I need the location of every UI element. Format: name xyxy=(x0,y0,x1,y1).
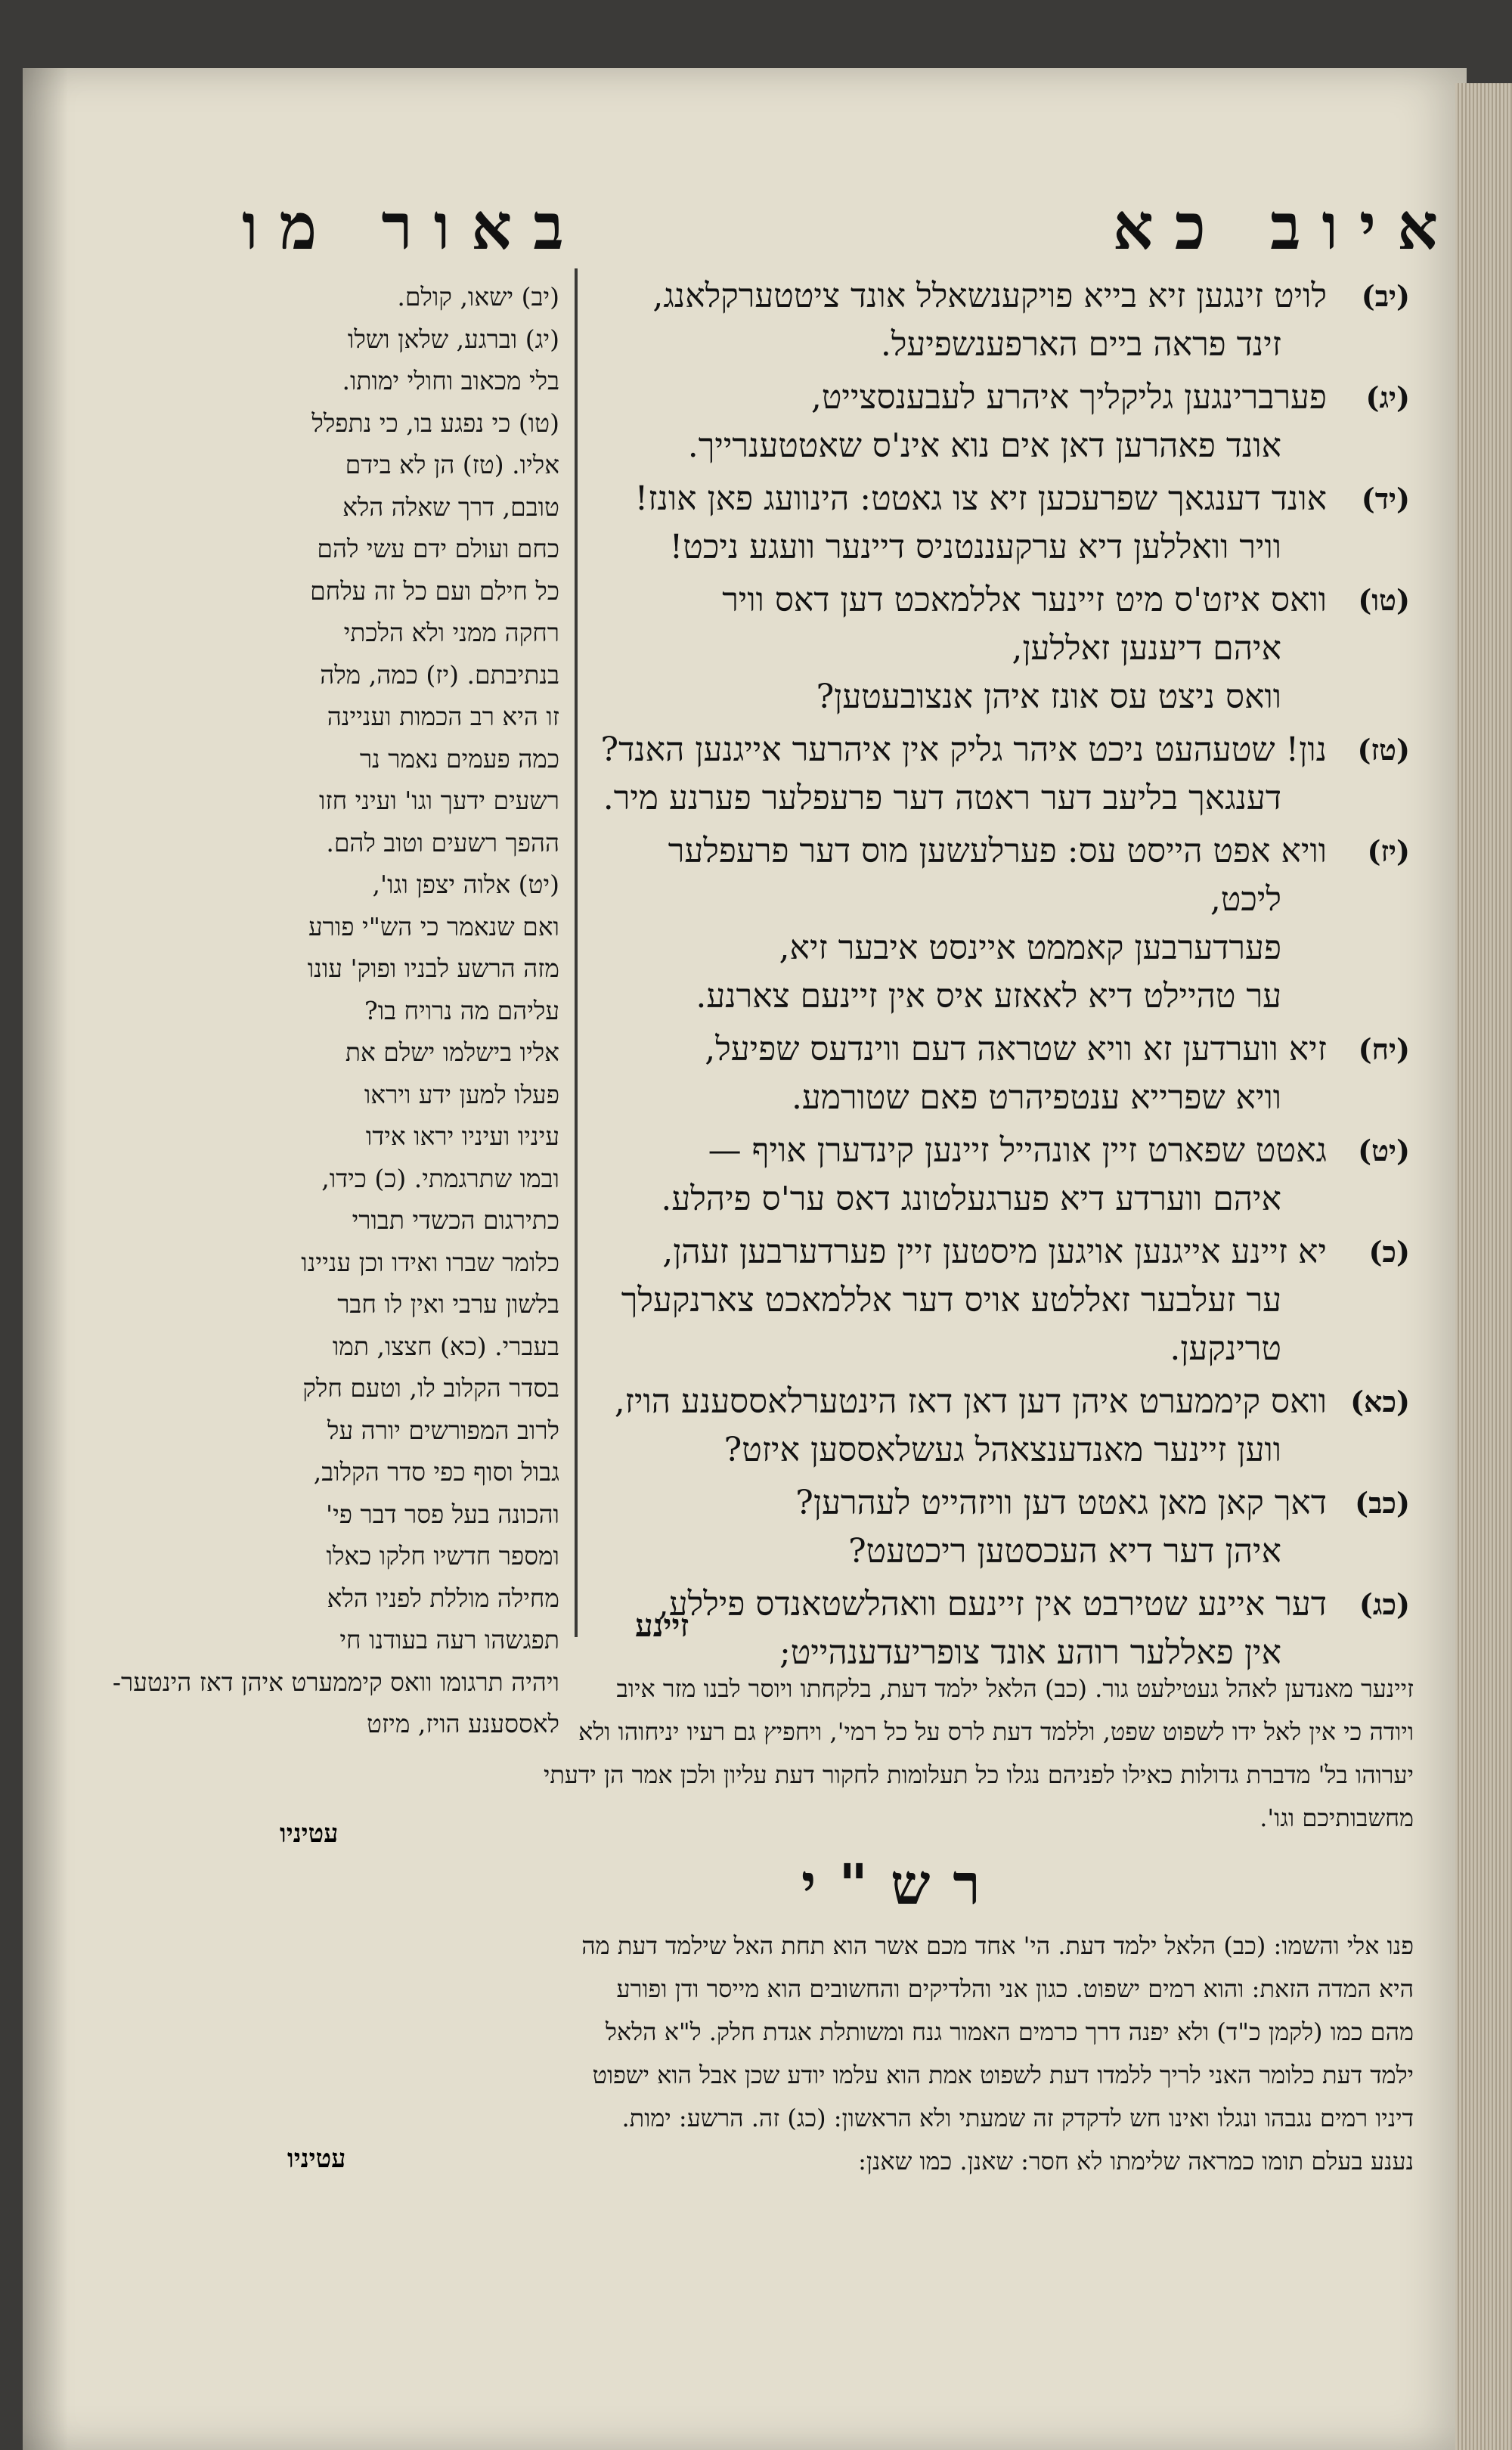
verse-line: זינד פראה ביים הארפענשפיעל. xyxy=(880,325,1281,364)
verse-number: (יד) xyxy=(1361,482,1410,516)
verse xyxy=(605,1025,1410,1122)
commentary-line: רשעים ידעך וגו' ועיני חזו xyxy=(318,786,559,815)
verse-line: גאטט שפארט זיין אונהייל זיינען קינדערן אויף — xyxy=(708,1131,1327,1170)
verse-line: איהן דער דיא העכסטען ריכטעט? xyxy=(848,1532,1281,1571)
verse-line: פערברינגען גליקליך איהרע לעבענסצייט, xyxy=(810,378,1327,417)
verse-line: וואס קיממערט איהן דען דאן דאז הינטערלאססענע הויז, xyxy=(614,1382,1327,1421)
verse-line: ווען זיינער מאנדענצאהל געשלאססען איזט? xyxy=(723,1431,1281,1469)
verse-number: (כא) xyxy=(1350,1385,1410,1419)
commentary-line: כחם ועולם ידם עשי להם xyxy=(317,534,559,563)
commentary-continuation xyxy=(261,1667,1414,1840)
main-translation-column xyxy=(600,272,1410,1682)
verse-line: וואס ניצט עס אונז איהן אנצובעטען? xyxy=(816,678,1281,716)
verse-line: אונד פאהרען דאן אים נוא אינ'ס שאטטענרייך. xyxy=(687,426,1281,465)
commentary-line: לאססענע הויז, מיזט xyxy=(367,1709,559,1738)
verse xyxy=(605,1580,1410,1677)
running-head-commentary: באור מו xyxy=(242,189,585,264)
commentary-line: ויהיה תרגומו וואס קיממערט איהן דאז הינטער- xyxy=(112,1667,559,1697)
verse-line: דענגאך בליעב דער ראטה דער פרעפלער פערנע מיר. xyxy=(603,779,1281,817)
page-spine-shadow xyxy=(23,68,68,2450)
commentary-line: בלשון ערבי ואין לו חבר xyxy=(337,1289,559,1319)
commentary-line: עיניו ועיניו יראו אידו xyxy=(365,1121,559,1151)
text-line: נענע בעלם תומו כמראה שלימתו לא חסר: שאנן. כמו שאנן: xyxy=(858,2147,1414,2176)
text-line: מהם כמו (לקמן כ"ד) ולא יפנה דרך כרמים האמור גנח ומשותלת אגדת חלק. ל"א הלאל xyxy=(605,2017,1414,2046)
rashi-commentary xyxy=(261,1924,1414,2183)
commentary-line: תפגשהו רעה בעודנו חי xyxy=(339,1625,559,1655)
biur-commentary-column xyxy=(112,276,559,1745)
commentary-line: בעברי. (כא) חצצו, תמו xyxy=(332,1331,559,1361)
catchword-3: עטיניו xyxy=(287,2144,346,2174)
commentary-line: כלומר שברו ואידו וכן עניינו xyxy=(301,1247,559,1277)
verse-line: טרינקען. xyxy=(1170,1329,1281,1368)
verse-line: וויר וואללען דיא ערקעננטניס דיינער וועגע ניכט! xyxy=(669,528,1281,566)
verse-line: יא זיינע אייגנען אויגען מיסטען זיין פערדערבען זעהן, xyxy=(662,1233,1327,1271)
verse-line: לויט זינגען זיא בייא פויקענשאלל אונד ציטטערקלאנג, xyxy=(652,277,1327,315)
verse-line: ער טהיילט דיא לאאזע איס אין זיינעם צארנע. xyxy=(696,977,1281,1016)
commentary-line: כמה פעמים נאמר נר xyxy=(359,743,559,774)
verse-line: וויא אפט הייסט עס: פערלעשען מוס דער פרעפלער xyxy=(668,832,1327,870)
verse-number: (יז) xyxy=(1367,834,1410,868)
catchword: זיינע xyxy=(635,1607,689,1644)
verse-number: (טז) xyxy=(1357,733,1410,767)
verse-line: איהם דיענען זאללען, xyxy=(1012,629,1281,668)
commentary-line: ומספר חדשיו חלקו כאלו xyxy=(326,1541,559,1571)
commentary-line: בנתיבתם. (יז) כמה, מלה xyxy=(320,659,559,690)
commentary-line: טובם, דרך שאלה הלא xyxy=(342,492,559,522)
commentary-line: ההפך רשעים וטוב להם. xyxy=(326,827,559,858)
text-line: זיינער מאנדען לאהל געטילעט גור. (כב) הלאל ילמד דעת, בלקחתו ויוסר לבנו מזר איוב xyxy=(616,1674,1414,1703)
page-edges xyxy=(1455,83,1512,2450)
rashi-heading: רש"י xyxy=(801,1853,1003,1918)
text-line: מחשבותיכם וגו'. xyxy=(1259,1803,1414,1832)
commentary-line: רחקה ממני ולא הלכתי xyxy=(343,618,559,647)
verse-line: אין פאללער רוהע אונד צופריעדענהייט; xyxy=(779,1633,1281,1672)
commentary-line: אליו בישלמו ישלם את xyxy=(345,1037,559,1067)
verse-line: ער זעלבער זאללטע אויס דער אללמאכט צארנקעלך xyxy=(621,1281,1281,1320)
commentary-line: בסדר הקלוב לו, וטעם חלק xyxy=(302,1373,559,1403)
commentary-line: זו היא רב הכמות ועניינה xyxy=(327,702,559,731)
commentary-line: לרוב המפורשים יורה על xyxy=(327,1415,559,1445)
verse-line: וואס איזט'ס מיט זיינער אללמאכט דען דאס וויר xyxy=(722,581,1327,619)
verse-number: (יח) xyxy=(1358,1032,1410,1066)
commentary-line: ואם שנאמר כי הש"י פורע xyxy=(308,911,559,941)
commentary-line: כל חילם ועם כל זה עלחם xyxy=(310,575,559,606)
verse-number: (כג) xyxy=(1359,1587,1410,1621)
verse-line: וויא שפרייא ענטפיהרט פאם שטורמע. xyxy=(791,1078,1281,1117)
verse-line: ליכט, xyxy=(1210,880,1281,919)
verse-line: אונד דענגאך שפרעכען זיא צו גאטט: הינוועג פאן אונז! xyxy=(634,479,1327,518)
text-line: ילמד דעת כלומר האני לריך ללמדו דעת לשפוט אמת הוא עלמו יודע שכן אבל הוא ישפוט xyxy=(592,2061,1414,2089)
verse-number: (יג) xyxy=(1365,380,1410,414)
commentary-line: והכונה בעל פסר דבר פי' xyxy=(326,1499,559,1529)
text-line: יערוהו בל' מדברת גדולות כאילו לפניהם נגלו כל תעלומות לחקור דעת עליון ולכן אמר הן ידעתי xyxy=(543,1760,1414,1789)
verse xyxy=(605,1378,1410,1475)
verse xyxy=(600,726,1410,823)
text-line: היא המדה הזאת: והוא רמים ישפוט. כגון אני והלדיקים והחשובים הוא מייסר ודן ופורע xyxy=(616,1974,1414,2003)
verse-line: דער איינע שטירבט אין זיינעם וואהלשטאנדס פיללע, xyxy=(658,1585,1327,1624)
verse-number: (טו) xyxy=(1358,583,1410,617)
commentary-line: עליהם מה נרויח בו? xyxy=(364,995,559,1025)
verse xyxy=(605,1228,1410,1373)
text-line: דיניו רמים נגבהו ונגלו ואינו חש לדקדק זה שמעתי ולא הראשון: (כג) זה. הרשע: ימות. xyxy=(621,2104,1414,2132)
verse xyxy=(605,576,1410,721)
commentary-line: גבול וסוף כפי סדר הקלוב, xyxy=(313,1457,559,1487)
commentary-line: פעלו למען ידע ויראו xyxy=(364,1079,559,1109)
verse xyxy=(605,827,1410,1021)
commentary-line: (יג) וברגע, שלאן ושלו xyxy=(347,324,559,354)
commentary-line: (יט) אלוה יצפן וגו', xyxy=(372,870,559,899)
verse-number: (יט) xyxy=(1358,1134,1410,1168)
text-line: ויודה כי אין לאל ידו לשפוט שפט, וללמד דעת לרס על כל רמי', ויחפיץ גם רעיו יניחוהו ולא xyxy=(578,1717,1414,1746)
commentary-line: מזה הרשע לבניו ופוק' עונו xyxy=(307,954,559,983)
verse-number: (כב) xyxy=(1355,1486,1410,1520)
commentary-line: (טו) כי נפגע בו, כי נתפלל xyxy=(311,408,559,438)
verse xyxy=(605,475,1410,572)
verse xyxy=(605,1127,1410,1223)
verse-number: (יב) xyxy=(1361,279,1410,313)
commentary-line: בלי מכאוב וחולי ימותו. xyxy=(342,366,559,395)
text-line: פנו אלי והשמו: (כב) הלאל ילמד דעת. הי' אחד מכם אשר הוא תחת האל שילמד דעת מה xyxy=(581,1931,1414,1960)
verse xyxy=(605,1479,1410,1576)
column-divider xyxy=(575,268,578,1637)
commentary-line: מחילה מוללת לפניו הלא xyxy=(327,1583,559,1613)
verse-line: נון! שטעהעט ניכט איהר גליק אין איהרער אייגנען האנד? xyxy=(600,730,1327,769)
verse xyxy=(605,272,1410,369)
verse-line: זיא ווערדען זא וויא שטראה דעם ווינדעס שפיעל, xyxy=(705,1030,1327,1068)
catchword-2: עטיניו xyxy=(280,1819,339,1849)
verse-line: דאך קאן מאן גאטט דען וויזהייט לעהרען? xyxy=(795,1484,1327,1522)
verse-number: (כ) xyxy=(1368,1235,1410,1269)
running-head-title: איוב כא xyxy=(1112,189,1459,264)
verse-line: איהם ווערדע דיא פערגעלטונג דאס ער'ס פיהלע. xyxy=(661,1180,1281,1218)
verse xyxy=(605,374,1410,470)
verse-line: פערדערבען קאממט איינסט איבער זיא, xyxy=(779,929,1281,967)
commentary-line: כתירגום הכשדי תבורי xyxy=(352,1205,559,1235)
commentary-line: ובמו שתרגמתי. (כ) כידו, xyxy=(321,1163,559,1193)
commentary-line: (יב) ישאו, קולם. xyxy=(397,282,559,312)
commentary-line: אליו. (טז) הן לא בידם xyxy=(345,450,559,479)
